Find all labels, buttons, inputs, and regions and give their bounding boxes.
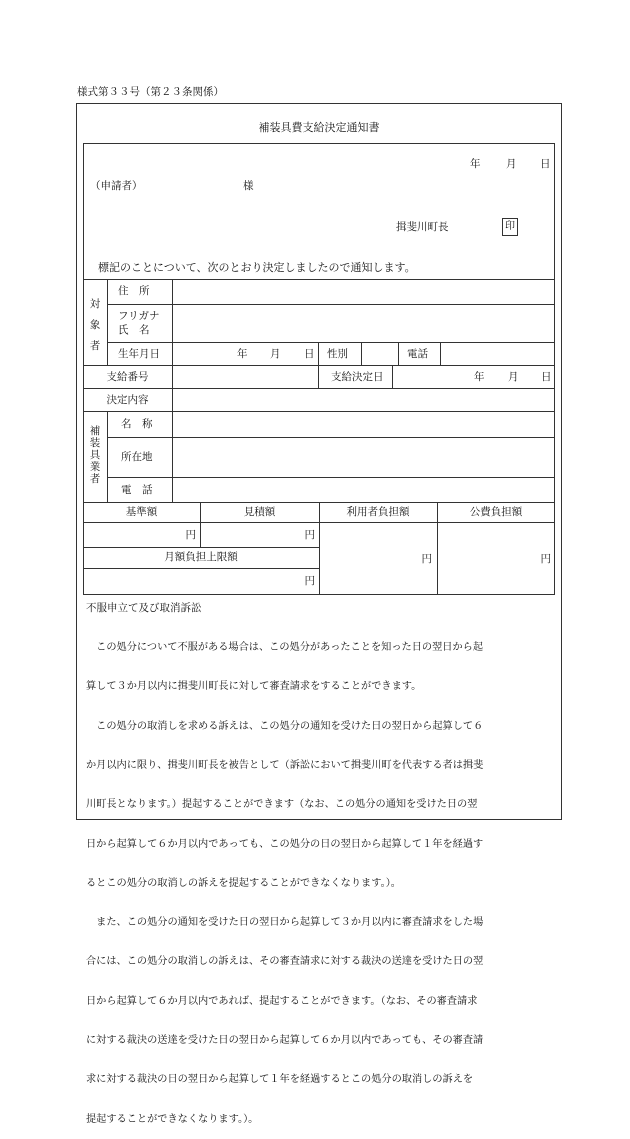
col-divider bbox=[172, 279, 173, 502]
public-burden-label: 公費負担額 bbox=[469, 506, 523, 518]
decision-year: 年 bbox=[474, 371, 485, 383]
col-divider bbox=[107, 279, 108, 365]
row-divider bbox=[107, 477, 555, 478]
base-yen: 円 bbox=[185, 529, 196, 541]
document-title: 補装具費支給決定通知書 bbox=[258, 121, 380, 134]
col-divider bbox=[361, 342, 362, 365]
monthly-cap-label: 月額負担上限額 bbox=[164, 551, 238, 563]
vendor-location-label: 所在地 bbox=[121, 451, 153, 463]
applicant-label: （申請者） bbox=[90, 180, 143, 192]
decision-month: 月 bbox=[508, 371, 519, 383]
col-divider bbox=[392, 365, 393, 388]
col-divider bbox=[398, 342, 399, 365]
applicant-suffix: 様 bbox=[243, 180, 254, 192]
vendor-phone-label: 電 話 bbox=[121, 484, 153, 496]
estimate-yen: 円 bbox=[304, 529, 315, 541]
vendor-group-label: 補装具業者 bbox=[89, 425, 101, 485]
notice-line: 日から起算して６か月以内であれば、提起することができます。（なお、その審査請求 bbox=[86, 995, 478, 1007]
name-label: 氏 名 bbox=[118, 324, 150, 336]
row-divider bbox=[83, 279, 555, 280]
notice-line: 川町長となります。）提起することができます（なお、この処分の通知を受けた日の翌 bbox=[86, 799, 478, 811]
birth-year: 年 bbox=[237, 348, 248, 360]
notice-body bbox=[86, 615, 483, 1139]
address-label: 住 所 bbox=[118, 285, 150, 297]
notice-line: この処分の取消しを求める訴えは、この処分の通知を受けた日の翌日から起算して６ bbox=[86, 720, 484, 732]
furigana-label: フリガナ bbox=[118, 310, 160, 322]
col-divider bbox=[107, 411, 108, 502]
header-day: 日 bbox=[540, 158, 551, 170]
header-month: 月 bbox=[506, 158, 517, 170]
user-burden-yen: 円 bbox=[421, 553, 432, 565]
notice-line: 日から起算して６か月以内であっても、この処分の日の翌日から起算して１年を経過す bbox=[86, 838, 484, 850]
notice-line: また、この処分の通知を受けた日の翌日から起算して３か月以内に審査請求をした場 bbox=[86, 917, 484, 929]
decision-day: 日 bbox=[541, 371, 552, 383]
vendor-name-label: 名 称 bbox=[121, 418, 153, 430]
notice-line: この処分について不服がある場合は、この処分があったことを知った日の翌日から起 bbox=[86, 642, 484, 654]
birth-label: 生年月日 bbox=[118, 348, 160, 360]
notice-heading: 不服申立て及び取消訴訟 bbox=[86, 602, 202, 614]
user-burden-label: 利用者負担額 bbox=[346, 506, 410, 518]
notice-line: 合には、この処分の取消しの訴えは、その審査請求に対する裁決の送達を受けた日の翌 bbox=[86, 956, 484, 968]
sex-label: 性別 bbox=[327, 348, 348, 360]
row-divider bbox=[83, 568, 319, 569]
birth-month: 月 bbox=[270, 348, 281, 360]
decision-content-label: 決定内容 bbox=[106, 394, 149, 406]
issuer-name: 揖斐川町長 bbox=[396, 221, 449, 233]
header-year: 年 bbox=[470, 158, 481, 170]
estimate-amount-label: 見積額 bbox=[243, 506, 276, 518]
intro-text: 標記のことについて、次のとおり決定しましたので通知します。 bbox=[98, 261, 416, 274]
form-number: 様式第３３号（第２３条関係） bbox=[77, 86, 224, 98]
col-divider bbox=[318, 342, 319, 388]
notice-line: か月以内に限り、揖斐川町長を被告として（訴訟において揖斐川町を代表する者は揖斐 bbox=[86, 760, 484, 772]
row-divider bbox=[83, 547, 319, 548]
row-divider bbox=[107, 304, 555, 305]
row-divider bbox=[107, 437, 555, 438]
row-divider bbox=[83, 411, 555, 412]
monthly-cap-yen: 円 bbox=[304, 575, 315, 587]
notice-line: 求に対する裁決の日の翌日から起算して１年を経過するとこの処分の取消しの訴えを bbox=[86, 1074, 474, 1086]
base-amount-label: 基準額 bbox=[125, 506, 158, 518]
notice-line: 提起することができなくなります。）。 bbox=[86, 1113, 259, 1125]
phone-label: 電話 bbox=[407, 348, 428, 360]
row-divider bbox=[83, 365, 555, 366]
notice-line: 算して３か月以内に揖斐川町長に対して審査請求をすることができます。 bbox=[86, 681, 422, 693]
decision-date-label: 支給決定日 bbox=[331, 371, 384, 383]
col-divider bbox=[440, 342, 441, 365]
public-burden-yen: 円 bbox=[540, 553, 551, 565]
birth-day: 日 bbox=[304, 348, 315, 360]
payment-number-label: 支給番号 bbox=[106, 371, 149, 383]
notice-line: るとこの処分の取消しの訴えを提起することができなくなります。）。 bbox=[86, 877, 401, 889]
notice-line: に対する裁決の送達を受けた日の翌日から起算して６か月以内であっても、その審査請 bbox=[86, 1035, 484, 1046]
subject-group-label: 対象者 bbox=[89, 298, 101, 352]
seal-stamp: 印 bbox=[502, 218, 518, 236]
row-divider bbox=[107, 342, 555, 343]
row-divider bbox=[83, 388, 555, 389]
